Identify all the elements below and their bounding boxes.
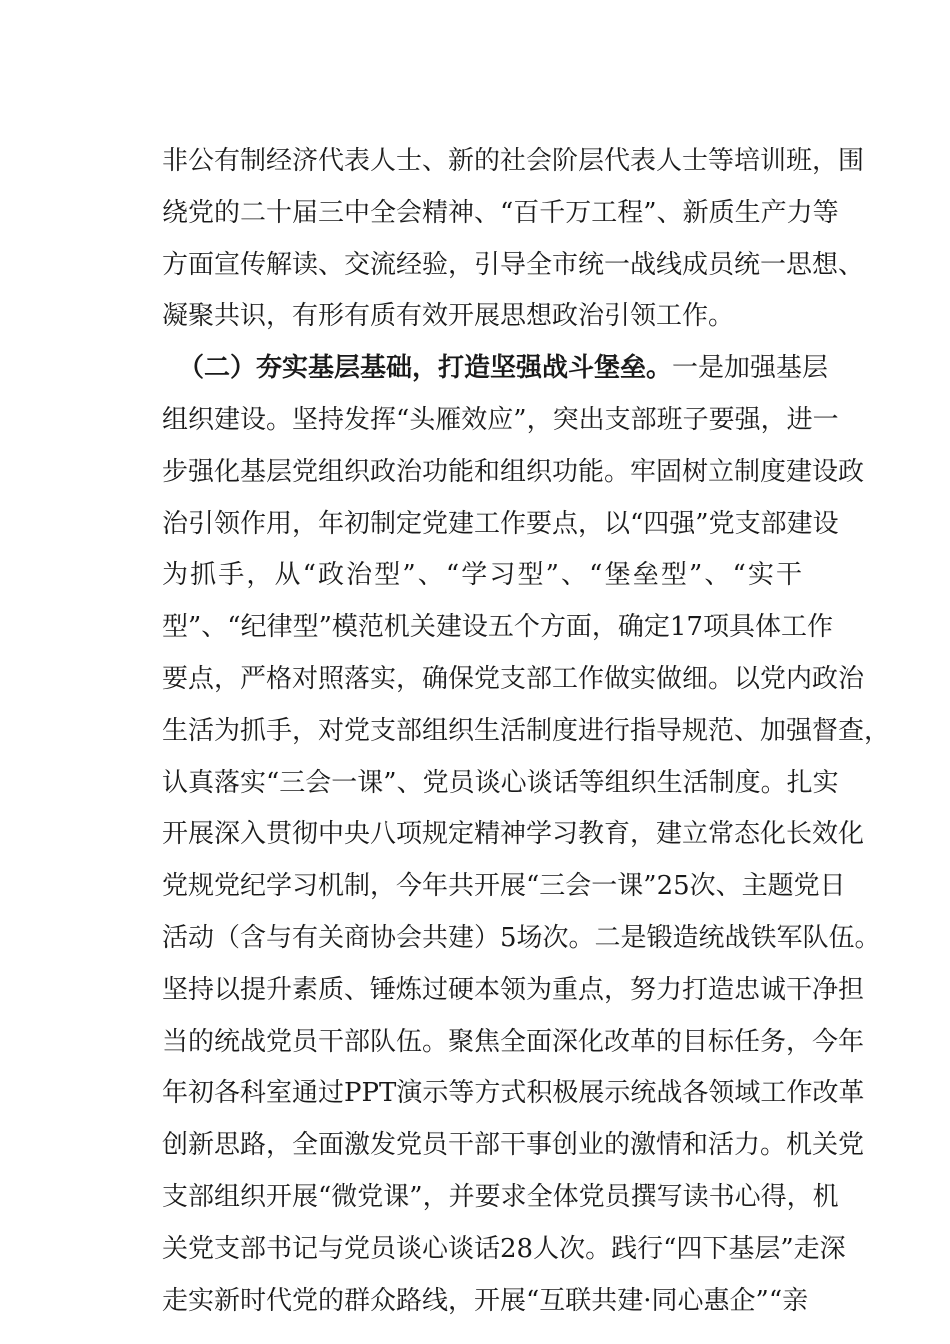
text-line: 型”、“纪律型”模范机关建设五个方面，确定17项具体工作 — [162, 612, 833, 643]
body-text — [162, 136, 891, 1327]
section-heading-line — [162, 343, 829, 395]
text-line: 为抓手，从“政治型”、“学习型”、“堡垒型”、“实干 — [162, 560, 802, 591]
text-line: 活动（含与有关商协会共建）5场次。二是锻造统战铁军队伍。 — [162, 922, 881, 953]
text-line: 支部组织开展“微党课”，并要求全体党员撰写读书心得，机 — [162, 1181, 839, 1212]
text-line: 开展深入贯彻中央八项规定精神学习教育，建立常态化长效化 — [162, 819, 865, 850]
text-line: 要点，严格对照落实，确保党支部工作做实做细。以党内政治 — [162, 663, 865, 694]
text-line: 凝聚共识，有形有质有效开展思想政治引领工作。 — [162, 301, 735, 332]
text-line: 绕党的二十届三中全会精神、“百千万工程”、新质生产力等 — [162, 197, 839, 228]
text-line: 走实新时代党的群众路线，开展“互联共建·同心惠企”“亲 — [162, 1285, 809, 1316]
text-line: 年初各科室通过PPT演示等方式积极展示统战各领域工作改革 — [162, 1078, 865, 1109]
text-line: 认真落实“三会一课”、党员谈心谈话等组织生活制度。扎实 — [162, 767, 839, 798]
text-line: 治引领作用，年初制定党建工作要点，以“四强”党支部建设 — [162, 508, 839, 539]
text-line: 创新思路，全面激发党员干部干事创业的激情和活力。机关党 — [162, 1130, 865, 1161]
text-line: 组织建设。坚持发挥“头雁效应”，突出支部班子要强，进一 — [162, 404, 839, 435]
section-heading: （二）夯实基层基础，打造坚强战斗堡垒。 — [178, 353, 673, 384]
text-line: 生活为抓手，对党支部组织生活制度进行指导规范、加强督查， — [162, 715, 891, 746]
text-line: 党规党纪学习机制，今年共开展“三会一课”25次、主题党日 — [162, 871, 846, 902]
text-line: 关党支部书记与党员谈心谈话28人次。践行“四下基层”走深 — [162, 1233, 846, 1264]
text-line: 坚持以提升素质、锤炼过硬本领为重点，努力打造忠诚干净担 — [162, 974, 865, 1005]
text-line: 非公有制经济代表人士、新的社会阶层代表人士等培训班，围 — [162, 146, 865, 176]
text-line: 步强化基层党组织政治功能和组织功能。牢固树立制度建设政 — [162, 456, 865, 487]
section-heading-rest: 一是加强基层 — [672, 353, 829, 384]
text-line: 当的统战党员干部队伍。聚焦全面深化改革的目标任务，今年 — [162, 1026, 865, 1057]
text-line: 方面宣传解读、交流经验，引导全市统一战线成员统一思想、 — [162, 249, 865, 280]
